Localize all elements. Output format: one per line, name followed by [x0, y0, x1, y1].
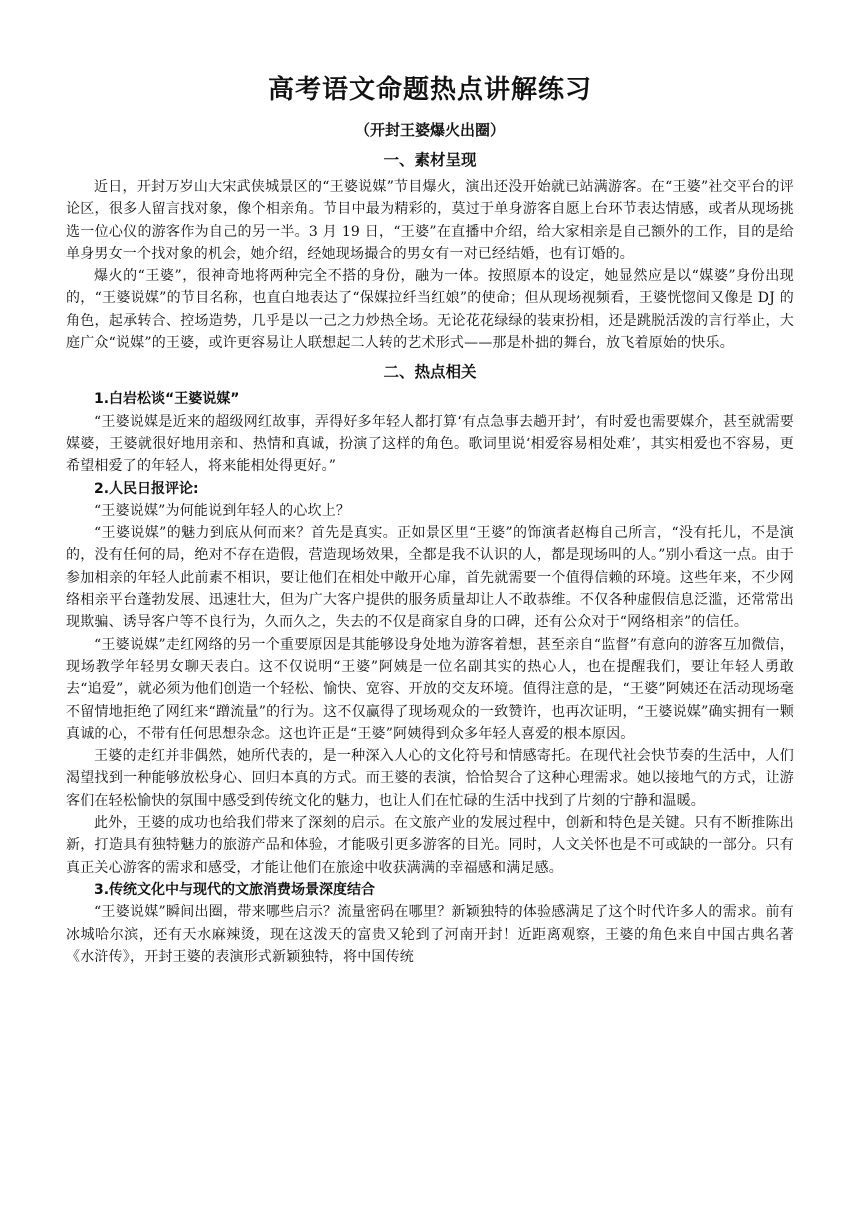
paragraph: “王婆说媒”为何能说到年轻人的心坎上？ [94, 502, 351, 519]
document-subtitle: （开封王婆爆火出圈） [354, 121, 505, 139]
paragraph: “王婆说媒是近来的超级网红故事，弄得好多年轻人都打算‘有点急事去趟开封’，有时爱也需要媒介，甚至就需要媒婆，王婆就很好地用亲和、热情和真诚，扮演了这样的角色。歌词里说‘相爱容易相处难’，其实相爱也不容易，更希望相爱了的年轻人，将来能相处得更好。” [66, 413, 794, 475]
paragraph: “王婆说媒”瞬间出圈，带来哪些启示？流量密码在哪里？新颖独特的体验感满足了这个时代许多人的需求。前有冰城哈尔滨，还有天水麻辣烫，现在这泼天的富贵又轮到了河南开封！近距离观察，王婆的角色来自中国古典名著《水浒传》，开封王婆的表演形式新颖独特，将中国传统 [66, 904, 794, 965]
section-heading-materials: 一、素材呈现 [383, 151, 477, 169]
subheading-culture-tourism: 3.传统文化中与现代的文旅消费场景深度结合 [94, 881, 376, 898]
subheading-peoples-daily: 2.人民日报评论: [94, 480, 199, 497]
paragraph: 爆火的“王婆”，很神奇地将两种完全不搭的身份，融为一体。按照原本的设定，她显然应是以“媒婆”身份出现的，“王婆说媒”的节目名称，也直白地表达了“保媒拉纤当红娘”的使命；但从现场视频看，王婆恍惚间又像是 DJ 的角色，起承转合、控场造势，几乎是以一己之力炒热全场。无论花花绿绿的装束扮相，还是跳脱活泼的言行举止，大庭广众“说媒”的王婆，或许更容易让人联想起二人转的艺术形式——那是朴拙的舞台，放飞着原始的快乐。 [66, 268, 794, 352]
paragraph: 王婆的走红并非偶然，她所代表的，是一种深入人心的文化符号和情感寄托。在现代社会快节奏的生活中，人们渴望找到一种能够放松身心、回归本真的方式。而王婆的表演，恰恰契合了这种心理需求。她以接地气的方式，让游客们在轻松愉快的氛围中感受到传统文化的魅力，也让人们在忙碌的生活中找到了片刻的宁静和温暖。 [66, 748, 794, 809]
section-heading-hotspots: 二、热点相关 [383, 363, 477, 382]
document-title: 高考语文命题热点讲解练习 [267, 75, 592, 105]
paragraph: “王婆说媒”的魅力到底从何而来？首先是真实。正如景区里“王婆”的饰演者赵梅自己所言，“没有托儿，不是演的，没有任何的局，绝对不存在造假，营造现场效果，全都是我不认识的人，都是现场叫的人。”别小看这一点。由于参加相亲的年轻人此前素不相识，要让他们在相处中敞开心扉，首先就需要一个值得信赖的环境。这些年来，不少网络相亲平台蓬勃发展、迅速壮大，但为广大客户提供的服务质量却让人不敢恭维。不仅各种虚假信息泛滥，还常常出现欺骗、诱导客户等不良行为，久而久之，失去的不仅是商家自身的口碑，还有公众对于“网络相亲”的信任。 [66, 525, 794, 631]
subheading-bai-yansong: 1.白岩松谈“王婆说媒” [94, 391, 240, 408]
document-page [66, 70, 794, 968]
paragraph: 此外，王婆的成功也给我们带来了深刻的启示。在文旅产业的发展过程中，创新和特色是关键。只有不断推陈出新，打造具有独特魅力的旅游产品和体验，才能吸引更多游客的目光。同时，人文关怀也是不可或缺的一部分。只有真正关心游客的需求和感受，才能让他们在旅途中收获满满的幸福感和满足感。 [66, 815, 794, 876]
paragraph: “王婆说媒”走红网络的另一个重要原因是其能够设身处地为游客着想，甚至亲自“监督”有意向的游客互加微信，现场教学年轻男女聊天表白。这不仅说明“王婆”阿姨是一位名副其实的热心人，也在提醒我们，要让年轻人勇敢去“追爱”，就必须为他们创造一个轻松、愉快、宽容、开放的交友环境。值得注意的是，“王婆”阿姨还在活动现场毫不留情地拒绝了网红来“蹭流量”的行为。这不仅赢得了现场观众的一致赞许，也再次证明，“王婆说媒”确实拥有一颗真诚的心，不带有任何思想杂念。这也许正是“王婆”阿姨得到众多年轻人喜爱的根本原因。 [66, 636, 794, 742]
paragraph: 近日，开封万岁山大宋武侠城景区的“王婆说媒”节目爆火，演出还没开始就已站满游客。在“王婆”社交平台的评论区，很多人留言找对象，像个相亲角。节目中最为精彩的，莫过于单身游客自愿上台环节表达情感，或者从现场挑选一位心仪的游客作为自己的另一半。3 月 19 日，“王婆”在直播中介绍，给大家相亲是自己额外的工作，目的是给单身男女一个找对象的机会，她介绍，经她现场撮合的男女有一对已经结婚，也有订婚的。 [66, 179, 794, 262]
